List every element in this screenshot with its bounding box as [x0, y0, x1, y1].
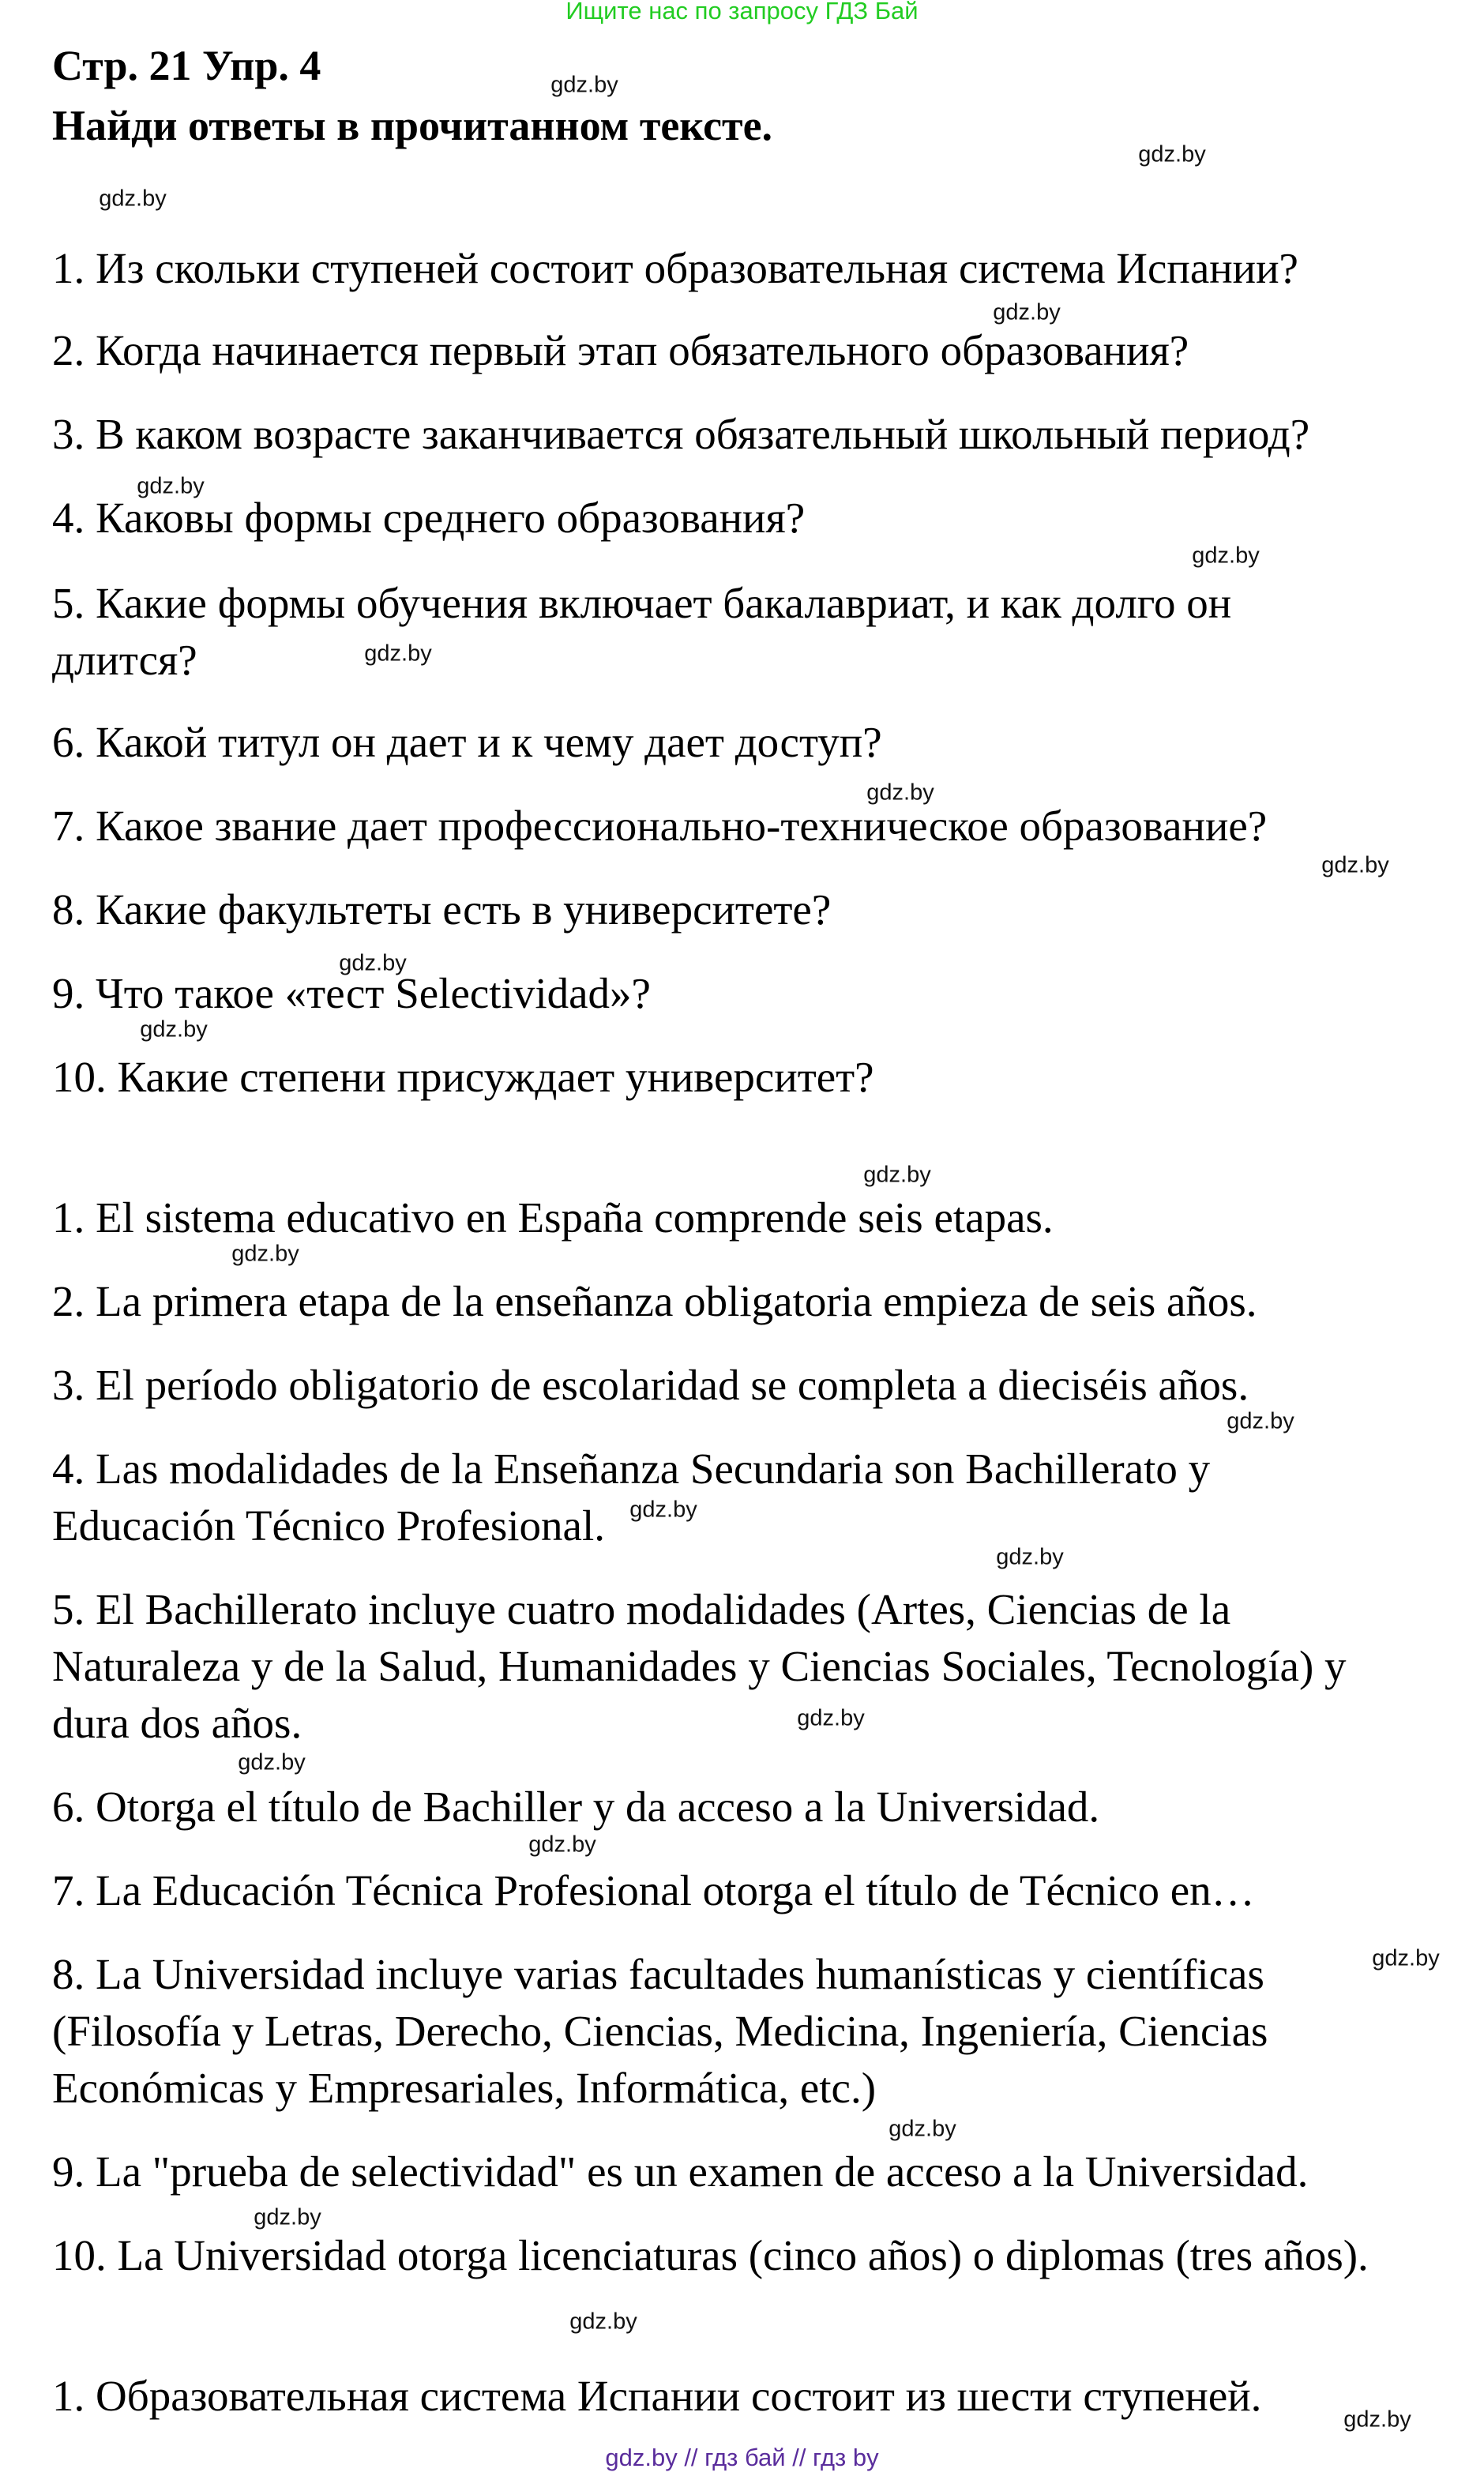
answer-6-line-1: 6. Otorga el título de Bachiller y da acceso a la Universidad. — [52, 1783, 1100, 1831]
watermark: gdz.by — [140, 1016, 208, 1043]
answer-5-line-2: Naturaleza y de la Salud, Humanidades y Ciencias Sociales, Tecnología) y — [52, 1642, 1347, 1690]
watermark: gdz.by — [137, 473, 205, 499]
watermark: gdz.by — [996, 1544, 1064, 1570]
watermark: gdz.by — [866, 780, 934, 806]
question-9-line-1: 9. Что такое «тест Selectividad»? — [52, 969, 651, 1017]
watermark: gdz.by — [254, 2204, 321, 2230]
question-6-line-1: 6. Какой титул он дает и к чему дает доступ? — [52, 718, 882, 766]
watermark: gdz.by — [1321, 852, 1389, 878]
translation-1-line-1: 1. Образовательная система Испании состоит из шести ступеней. — [52, 2372, 1262, 2420]
answer-3-line-1: 3. El período obligatorio de escolaridad se completa a dieciséis años. — [52, 1361, 1249, 1409]
watermark: gdz.by — [238, 1749, 306, 1775]
watermark: gdz.by — [1372, 1945, 1440, 1971]
watermark: gdz.by — [889, 2116, 956, 2142]
question-8-line-1: 8. Какие факультеты есть в университете? — [52, 885, 832, 934]
question-3-line-1: 3. В каком возрасте заканчивается обязательный школьный период? — [52, 410, 1310, 458]
answer-2-line-1: 2. La primera etapa de la enseñanza obligatoria empieza de seis años. — [52, 1277, 1257, 1325]
watermark: gdz.by — [629, 1497, 697, 1523]
watermark: gdz.by — [364, 641, 432, 667]
question-1-line-1: 1. Из скольки ступеней состоит образовательная система Испании? — [52, 244, 1298, 292]
question-5-line-2: длится? — [52, 636, 197, 684]
answer-10-line-1: 10. La Universidad otorga licenciaturas (cinco años) o diplomas (tres años). — [52, 2231, 1369, 2279]
watermark: gdz.by — [1227, 1408, 1294, 1434]
question-5-line-1: 5. Какие формы обучения включает бакалавриат, и как долго он — [52, 579, 1232, 627]
bottom-banner: gdz.by // гдз бай // гдз by — [605, 2444, 879, 2471]
question-10-line-1: 10. Какие степени присуждает университет? — [52, 1053, 874, 1101]
top-banner: Ищите нас по запросу ГДЗ Бай — [565, 0, 919, 24]
watermark: gdz.by — [339, 950, 407, 976]
watermark: gdz.by — [863, 1162, 931, 1188]
answer-8-line-3: Económicas y Empresariales, Informática, etc.) — [52, 2064, 877, 2112]
watermark: gdz.by — [99, 186, 167, 212]
answer-4-line-2: Educación Técnico Profesional. — [52, 1501, 605, 1550]
watermark: gdz.by — [1343, 2406, 1411, 2433]
answer-1-line-1: 1. El sistema educativo en España comprende seis etapas. — [52, 1193, 1054, 1242]
watermark: gdz.by — [231, 1241, 299, 1267]
watermark: gdz.by — [550, 72, 618, 98]
question-4-line-1: 4. Каковы формы среднего образования? — [52, 494, 806, 542]
watermark: gdz.by — [993, 299, 1061, 325]
watermark: gdz.by — [1138, 141, 1206, 167]
question-2-line-1: 2. Когда начинается первый этап обязательного образования? — [52, 326, 1189, 374]
answer-8-line-1: 8. La Universidad incluye varias facultades humanísticas y científicas — [52, 1950, 1264, 1998]
watermark: gdz.by — [1192, 543, 1260, 569]
watermark: gdz.by — [528, 1832, 596, 1858]
task-heading: Найди ответы в прочитанном тексте. — [52, 102, 773, 149]
answer-5-line-1: 5. El Bachillerato incluye cuatro modalidades (Artes, Ciencias de la — [52, 1585, 1231, 1633]
page-title: Стр. 21 Упр. 4 — [52, 42, 321, 89]
watermark: gdz.by — [797, 1705, 865, 1731]
question-7-line-1: 7. Какое звание дает профессионально-техническое образование? — [52, 802, 1268, 850]
answer-8-line-2: (Filosofía y Letras, Derecho, Ciencias, Medicina, Ingeniería, Ciencias — [52, 2007, 1268, 2055]
answer-7-line-1: 7. La Educación Técnica Profesional otorga el título de Técnico en… — [52, 1866, 1255, 1914]
watermark: gdz.by — [569, 2309, 637, 2335]
answer-4-line-1: 4. Las modalidades de la Enseñanza Secundaria son Bachillerato y — [52, 1445, 1211, 1493]
answer-5-line-3: dura dos años. — [52, 1699, 302, 1747]
answer-9-line-1: 9. La "prueba de selectividad" es un examen de acceso a la Universidad. — [52, 2147, 1309, 2196]
